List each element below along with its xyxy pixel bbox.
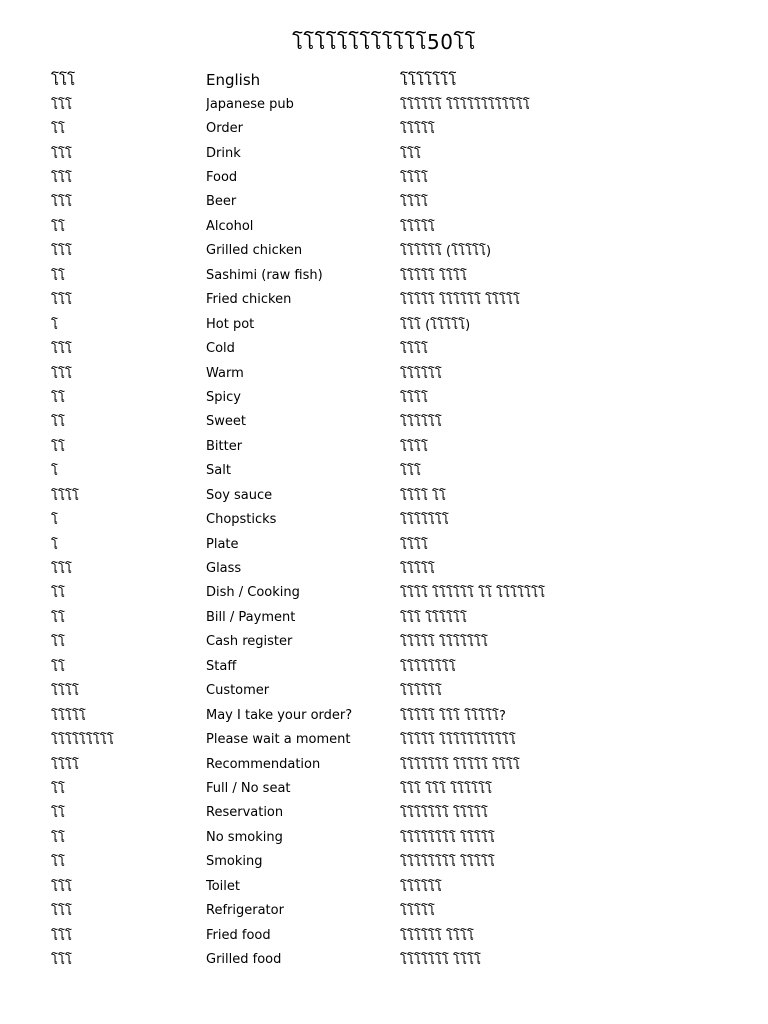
cell-japanese: โโ — [51, 855, 65, 871]
cell-translation: โโโโโ — [400, 904, 435, 920]
table-row — [51, 703, 731, 727]
table-row — [51, 801, 731, 825]
table-row — [51, 385, 731, 409]
cell-translation: โโโโโโ — [400, 366, 442, 382]
cell-translation: โโโโโโโ โโโโโ — [400, 806, 488, 822]
table-row — [51, 630, 731, 654]
cell-english: Chopsticks — [206, 512, 277, 528]
cell-japanese: โโโ — [51, 928, 72, 944]
cell-translation: โโโโ — [400, 390, 428, 406]
cell-english: Plate — [206, 536, 239, 552]
cell-english: Glass — [206, 561, 242, 577]
cell-english: Grilled food — [206, 952, 282, 968]
cell-japanese: โโ — [51, 415, 65, 431]
cell-english: Staff — [206, 658, 237, 674]
cell-translation: โโโโ — [400, 171, 428, 187]
cell-english: Recommendation — [206, 756, 321, 772]
cell-translation: โโโโโ — [400, 562, 435, 578]
cell-english: Bill / Payment — [206, 609, 296, 625]
cell-japanese: โโ — [51, 390, 65, 406]
cell-translation: โโโโโโโ โโโโโ โโโโ — [400, 757, 520, 773]
cell-translation: โโโโโโ — [400, 684, 442, 700]
table-row — [51, 874, 731, 898]
cell-translation: โโโโ — [400, 342, 428, 358]
cell-translation: โโโโโโโ โโโโ — [400, 953, 481, 969]
cell-english: No smoking — [206, 829, 283, 845]
cell-japanese: โโ — [51, 439, 65, 455]
cell-english: Reservation — [206, 805, 284, 821]
cell-translation: โโโโโโโโ โโโโโ — [400, 855, 495, 871]
table-row — [51, 410, 731, 434]
cell-english: Sashimi (raw fish) — [206, 267, 323, 283]
vocabulary-table — [51, 68, 731, 972]
cell-english: Spicy — [206, 389, 241, 405]
cell-english: Toilet — [206, 878, 241, 894]
cell-japanese: โโโ — [51, 293, 72, 309]
cell-japanese: โโโ — [51, 366, 72, 382]
cell-translation: โโโโโ — [400, 122, 435, 138]
table-row — [51, 776, 731, 800]
cell-japanese: โโโโโโโโโ — [51, 733, 114, 749]
cell-translation: โโโ — [400, 464, 421, 480]
cell-japanese: โโโ — [51, 342, 72, 358]
cell-japanese: โโ — [51, 586, 65, 602]
cell-english: Refrigerator — [206, 903, 284, 919]
table-row — [51, 898, 731, 922]
cell-translation: โโโโโโโ — [400, 513, 449, 529]
cell-japanese: โโโ — [51, 146, 72, 162]
cell-translation: โโโโโโ — [400, 879, 442, 895]
table-row — [51, 190, 731, 214]
cell-translation: โโโโโ โโโโโโ โโโโโ — [400, 293, 520, 309]
table-row — [51, 507, 731, 531]
cell-english: Beer — [206, 194, 237, 210]
cell-japanese: โโ — [51, 122, 65, 138]
cell-japanese: โโ — [51, 268, 65, 284]
table-row — [51, 752, 731, 776]
header-english: English — [206, 71, 261, 89]
cell-translation: โโโโโโ — [400, 415, 442, 431]
page-title: โโโโโโโโโโโโ50โโ — [292, 30, 476, 54]
cell-english: Grilled chicken — [206, 243, 303, 259]
cell-english: Bitter — [206, 438, 243, 454]
cell-japanese: โ — [51, 513, 58, 529]
cell-english: Warm — [206, 365, 244, 381]
table-row — [51, 361, 731, 385]
cell-japanese: โโโโ — [51, 757, 79, 773]
table-row — [51, 850, 731, 874]
table-row — [51, 654, 731, 678]
cell-translation: โโโโโ โโโโโโโโโโโ — [400, 733, 516, 749]
cell-english: Sweet — [206, 414, 246, 430]
cell-translation: โโโโโโ โโโโ — [400, 928, 474, 944]
cell-japanese: โโโโ — [51, 684, 79, 700]
table-row — [51, 605, 731, 629]
table-row — [51, 92, 731, 116]
table-row — [51, 312, 731, 336]
table-row — [51, 165, 731, 189]
cell-japanese: โ — [51, 464, 58, 480]
table-row — [51, 947, 731, 971]
cell-translation: โโโโโ โโโโโโโ — [400, 635, 488, 651]
cell-japanese: โโโโ — [51, 488, 79, 504]
cell-translation: โโโโโโ โโโโโโโโโโโโ — [400, 97, 530, 113]
cell-translation: โโโโ — [400, 439, 428, 455]
header-translation: โโโโโโโ — [400, 71, 457, 89]
cell-japanese: โโโ — [51, 171, 72, 187]
cell-japanese: โโ — [51, 806, 65, 822]
cell-japanese: โโโโโ — [51, 708, 86, 724]
table-row — [51, 459, 731, 483]
cell-english: Smoking — [206, 854, 263, 870]
cell-translation: โโโโโ โโโโ — [400, 268, 467, 284]
cell-japanese: โโโ — [51, 904, 72, 920]
cell-english: Soy sauce — [206, 487, 273, 503]
cell-english: May I take your order? — [206, 707, 353, 723]
table-row — [51, 239, 731, 263]
cell-japanese: โโ — [51, 659, 65, 675]
cell-english: Please wait a moment — [206, 732, 351, 748]
cell-english: Dish / Cooking — [206, 585, 300, 601]
table-row — [51, 288, 731, 312]
cell-japanese: โโ — [51, 219, 65, 235]
cell-english: Food — [206, 170, 238, 186]
table-row — [51, 679, 731, 703]
table-row — [51, 825, 731, 849]
table-row — [51, 581, 731, 605]
cell-japanese: โ — [51, 537, 58, 553]
table-row — [51, 263, 731, 287]
cell-english: Drink — [206, 145, 241, 161]
cell-japanese: โ — [51, 317, 58, 333]
cell-translation: โโโ โโโ โโโโโโ — [400, 781, 493, 797]
cell-translation: โโโโโ — [400, 219, 435, 235]
table-row — [51, 214, 731, 238]
cell-english: Salt — [206, 463, 231, 479]
table-header — [51, 68, 731, 92]
cell-japanese: โโโ — [51, 879, 72, 895]
cell-japanese: โโ — [51, 781, 65, 797]
table-row — [51, 116, 731, 140]
table-row — [51, 532, 731, 556]
table-row — [51, 483, 731, 507]
cell-translation: โโโโ — [400, 195, 428, 211]
cell-japanese: โโ — [51, 610, 65, 626]
cell-japanese: โโโ — [51, 562, 72, 578]
cell-translation: โโโโ โโ — [400, 488, 447, 504]
cell-translation: โโโ — [400, 146, 421, 162]
cell-english: Full / No seat — [206, 780, 291, 796]
table-body — [51, 92, 731, 972]
cell-japanese: โโ — [51, 635, 65, 651]
table-row — [51, 727, 731, 751]
cell-japanese: โโ — [51, 830, 65, 846]
cell-english: Hot pot — [206, 316, 255, 332]
table-row — [51, 336, 731, 360]
cell-translation: โโโ โโโโโโ — [400, 610, 467, 626]
cell-english: Order — [206, 121, 243, 137]
cell-translation: โโโโ — [400, 537, 428, 553]
table-row — [51, 141, 731, 165]
cell-english: Fried food — [206, 927, 271, 943]
cell-translation: โโโโโโ (โโโโโ) — [400, 244, 492, 260]
cell-translation: โโโโโ โโโ โโโโโ? — [400, 708, 506, 724]
cell-translation: โโโโ โโโโโโ โโ โโโโโโโ — [400, 586, 546, 602]
cell-japanese: โโโ — [51, 97, 72, 113]
header-japanese: โโโ — [51, 71, 76, 89]
table-row — [51, 923, 731, 947]
cell-japanese: โโโ — [51, 953, 72, 969]
cell-english: Cold — [206, 341, 235, 357]
cell-translation: โโโ (โโโโโ) — [400, 317, 471, 333]
cell-japanese: โโโ — [51, 244, 72, 260]
cell-english: Customer — [206, 683, 270, 699]
cell-english: Cash register — [206, 634, 293, 650]
cell-japanese: โโโ — [51, 195, 72, 211]
table-row — [51, 434, 731, 458]
cell-english: Japanese pub — [206, 96, 294, 112]
cell-translation: โโโโโโโโ โโโโโ — [400, 830, 495, 846]
table-row — [51, 556, 731, 580]
cell-english: Fried chicken — [206, 292, 292, 308]
cell-translation: โโโโโโโโ — [400, 659, 456, 675]
cell-english: Alcohol — [206, 218, 254, 234]
